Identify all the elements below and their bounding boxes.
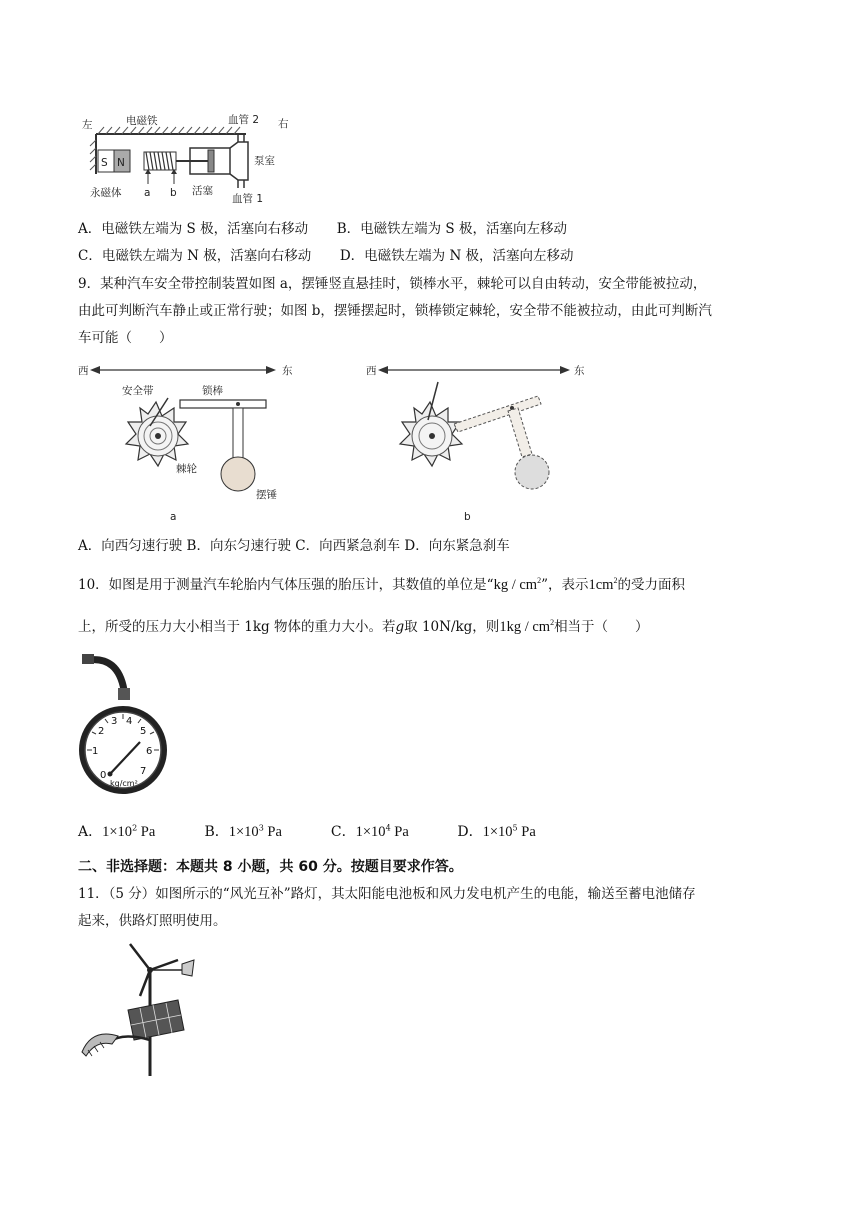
gauge-tick-5: 5 <box>140 726 147 737</box>
unit-exp-3: 2 <box>550 618 555 628</box>
q10-option-a-unit: Pa <box>137 824 156 840</box>
pendulum-label: 摆锤 <box>256 489 277 501</box>
magnet-label: 永磁体 <box>90 187 122 199</box>
electromagnet-label: 电磁铁 <box>126 115 158 127</box>
gauge-tick-1: 1 <box>92 746 99 757</box>
q8-option-c: C．电磁铁左端为 N 极，活塞向右移动 <box>78 248 312 264</box>
unit-kg-per-cm2-1 <box>494 577 542 593</box>
lockbar-label: 锁棒 <box>202 385 223 397</box>
gauge-tick-3: 3 <box>111 716 118 727</box>
unit-exp-2: 2 <box>613 576 618 586</box>
pump-chamber-label: 泵室 <box>254 155 275 167</box>
q10-option-d-unit: Pa <box>517 824 536 840</box>
q10-option-b-label: B． <box>204 824 229 840</box>
q11-text-line-1: 11．（5 分）如图所示的“风光互补”路灯，其太阳能电池板和风力发电机产生的电能，输送至蓄电池储存 <box>78 886 696 902</box>
q10-option-c-base: 1×10 <box>355 824 386 840</box>
left-label: 左 <box>82 119 93 131</box>
b-label: b <box>170 187 177 199</box>
wind-solar-streetlight-figure <box>78 940 208 1080</box>
gauge-tick-6: 6 <box>146 746 153 757</box>
vessel2-label: 血管 2 <box>228 114 260 126</box>
fig-a-caption: a <box>170 511 177 523</box>
gauge-tick-0: 0 <box>100 770 107 781</box>
q10-text-part-3: 的受力面积 <box>617 577 685 593</box>
seatbelt-figure-b <box>366 356 596 526</box>
q9-text-line-2: 由此可判断汽车静止或正常行驶；如图 b，摆锤摆起时，锁棒锁定棘轮，安全带不能被拉动，由此可判断汽 <box>78 303 712 319</box>
seatbelt-figure-a <box>78 356 298 526</box>
gauge-tick-4: 4 <box>126 716 133 727</box>
ratchet-label: 棘轮 <box>176 463 197 475</box>
q8-option-b: B．电磁铁左端为 S 极，活塞向左移动 <box>336 221 567 237</box>
q10-option-d-base: 1×10 <box>482 824 513 840</box>
q10-text-part-4: 上，所受的压力大小相当于 1kg 物体的重力大小。若 <box>78 619 396 635</box>
q9-text-line-3: 车可能（ ） <box>78 330 173 346</box>
gauge-unit-label: kg/cm² <box>110 779 138 788</box>
q10-text-line-1 <box>78 572 786 599</box>
q10-option-a-base: 1×10 <box>102 824 133 840</box>
q9-options: A．向西匀速行驶 B．向东匀速行驶 C．向西紧急刹车 D．向东紧急刹车 <box>78 538 510 554</box>
q10-option-d-label: D． <box>457 824 483 840</box>
tire-pressure-gauge-figure <box>78 650 178 810</box>
q8-options-row-1 <box>78 219 567 239</box>
q10-option-c-label: C． <box>330 824 356 840</box>
fig-b-caption: b <box>464 511 471 523</box>
q8-option-d: D．电磁铁左端为 N 极，活塞向左移动 <box>339 248 574 264</box>
q10-option-b-unit: Pa <box>263 824 282 840</box>
q10-text-part-2: ”，表示 <box>541 577 589 593</box>
west-label-a: 西 <box>78 365 89 377</box>
q10-option-b-exp: 3 <box>258 823 264 833</box>
unit-cm2 <box>589 577 618 593</box>
q10-options <box>78 822 536 842</box>
gauge-tick-2: 2 <box>98 726 105 737</box>
magnet-s-label: S <box>101 157 108 169</box>
unit-1cm: 1cm <box>588 577 614 593</box>
q10-option-c <box>331 822 453 842</box>
east-label-a: 东 <box>282 365 293 377</box>
unit-exp-1: 2 <box>537 576 542 586</box>
q10-text-part-1: 10．如图是用于测量汽车轮胎内气体压强的胎压计，其数值的单位是“ <box>78 577 494 593</box>
section-2-heading: 二、非选择题：本题共 8 小题，共 60 分。按题目要求作答。 <box>78 859 463 875</box>
east-label-b: 东 <box>574 365 585 377</box>
gauge-tick-7: 7 <box>140 766 147 777</box>
right-label: 右 <box>278 118 289 130</box>
q10-option-b <box>204 822 326 842</box>
piston-label: 活塞 <box>192 185 213 197</box>
q8-options-row-2 <box>78 246 574 266</box>
q10-option-d-exp: 5 <box>512 823 518 833</box>
q10-option-d <box>457 822 535 842</box>
q10-option-a-label: A． <box>78 824 103 840</box>
electromagnet-pump-figure <box>78 112 308 204</box>
west-label-b: 西 <box>366 365 377 377</box>
q10-text-line-2 <box>78 614 786 641</box>
q9-text-line-1: 9．某种汽车安全带控制装置如图 a，摆锤竖直悬挂时，锁棒水平，棘轮可以自由转动，安全带能被拉动， <box>78 276 707 292</box>
q8-option-a: A．电磁铁左端为 S 极，活塞向右移动 <box>78 221 309 237</box>
g-symbol: g <box>395 619 405 635</box>
magnet-n-label: N <box>117 157 125 169</box>
q10-text-part-6: 相当于（ ） <box>554 619 649 635</box>
q10-option-b-base: 1×10 <box>228 824 259 840</box>
q10-text-part-5: 取 10N/kg，则 <box>404 619 500 635</box>
belt-label-a: 安全带 <box>122 385 154 397</box>
unit-kg-per-cm-1: kg / cm <box>493 577 538 593</box>
q10-option-c-unit: Pa <box>390 824 409 840</box>
q10-option-a <box>78 822 200 842</box>
unit-kg-per-cm2-2 <box>499 619 554 635</box>
a-label: a <box>144 187 151 199</box>
q10-option-a-exp: 2 <box>132 823 138 833</box>
q11-text-line-2: 起来，供路灯照明使用。 <box>78 913 227 929</box>
q10-option-c-exp: 4 <box>385 823 391 833</box>
vessel1-label: 血管 1 <box>232 193 264 204</box>
unit-kg-per-cm-2: 1kg / cm <box>499 619 551 635</box>
